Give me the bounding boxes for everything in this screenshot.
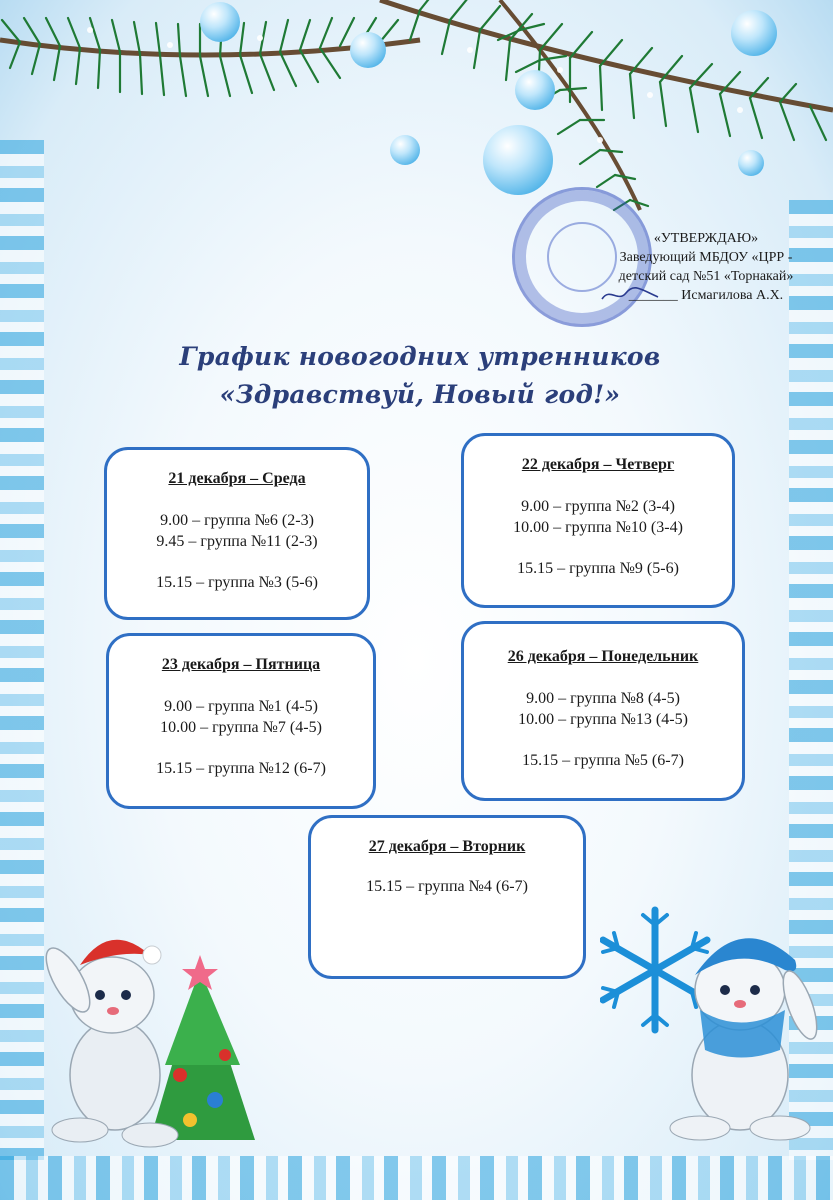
schedule-slot: 9.00 – группа №2 (3-4) (521, 498, 675, 515)
schedule-card (104, 447, 370, 620)
schedule-card (461, 621, 745, 801)
schedule-slot: 15.15 – группа №12 (6-7) (156, 760, 326, 777)
schedule-day: 21 декабря – Среда (168, 470, 306, 487)
approval-heading: «УТВЕРЖДАЮ» (653, 231, 759, 246)
ornament-ball-icon (515, 70, 555, 110)
title-line-2: «Здравствуй, Новый год!» (219, 380, 621, 409)
schedule-slot: 9.00 – группа №6 (2-3) (160, 512, 314, 529)
schedule-card (308, 815, 586, 979)
handwritten-signature (600, 285, 660, 305)
approval-signatory: _______ Исмагилова А.Х. (628, 288, 784, 303)
schedule-slot: 15.15 – группа №3 (5-6) (156, 574, 318, 591)
schedule-day: 22 декабря – Четверг (521, 456, 675, 473)
schedule-slot: 15.15 – группа №5 (6-7) (522, 752, 684, 769)
schedule-slot: 9.00 – группа №8 (4-5) (526, 690, 680, 707)
schedule-slot: 15.15 – группа №9 (5-6) (517, 560, 679, 577)
bunny-with-snowflake-illustration (600, 900, 830, 1145)
title-line-1: График новогодних утренников (179, 342, 661, 371)
schedule-slot: 10.00 – группа №7 (4-5) (160, 719, 322, 736)
ornament-ball-icon (738, 150, 764, 176)
schedule-day: 23 декабря – Пятница (161, 656, 321, 673)
ornament-ball-icon (390, 135, 420, 165)
schedule-slot: 10.00 – группа №10 (3-4) (513, 519, 683, 536)
schedule-card (461, 433, 735, 608)
schedule-day: 26 декабря – Понедельник (507, 648, 699, 665)
ornament-ball-icon (350, 32, 386, 68)
schedule-slot: 9.00 – группа №1 (4-5) (164, 698, 318, 715)
page-title (120, 338, 720, 414)
schedule-slot: 15.15 – группа №4 (6-7) (366, 878, 528, 895)
ornament-ball-icon (731, 10, 777, 56)
approval-position: Заведующий МБДОУ «ЦРР - (619, 250, 793, 265)
schedule-card (106, 633, 376, 809)
ornament-ball-icon (200, 2, 240, 42)
approval-organization: детский сад №51 «Торнакай» (618, 269, 794, 284)
ornament-ball-icon (483, 125, 553, 195)
pine-branches-illustration (0, 0, 833, 230)
bottom-decorative-border (0, 1156, 833, 1200)
bunny-with-tree-illustration (40, 925, 280, 1150)
schedule-slot: 10.00 – группа №13 (4-5) (518, 711, 688, 728)
schedule-slot: 9.45 – группа №11 (2-3) (156, 533, 318, 550)
left-decorative-border (0, 140, 44, 1160)
schedule-day: 27 декабря – Вторник (368, 838, 526, 855)
